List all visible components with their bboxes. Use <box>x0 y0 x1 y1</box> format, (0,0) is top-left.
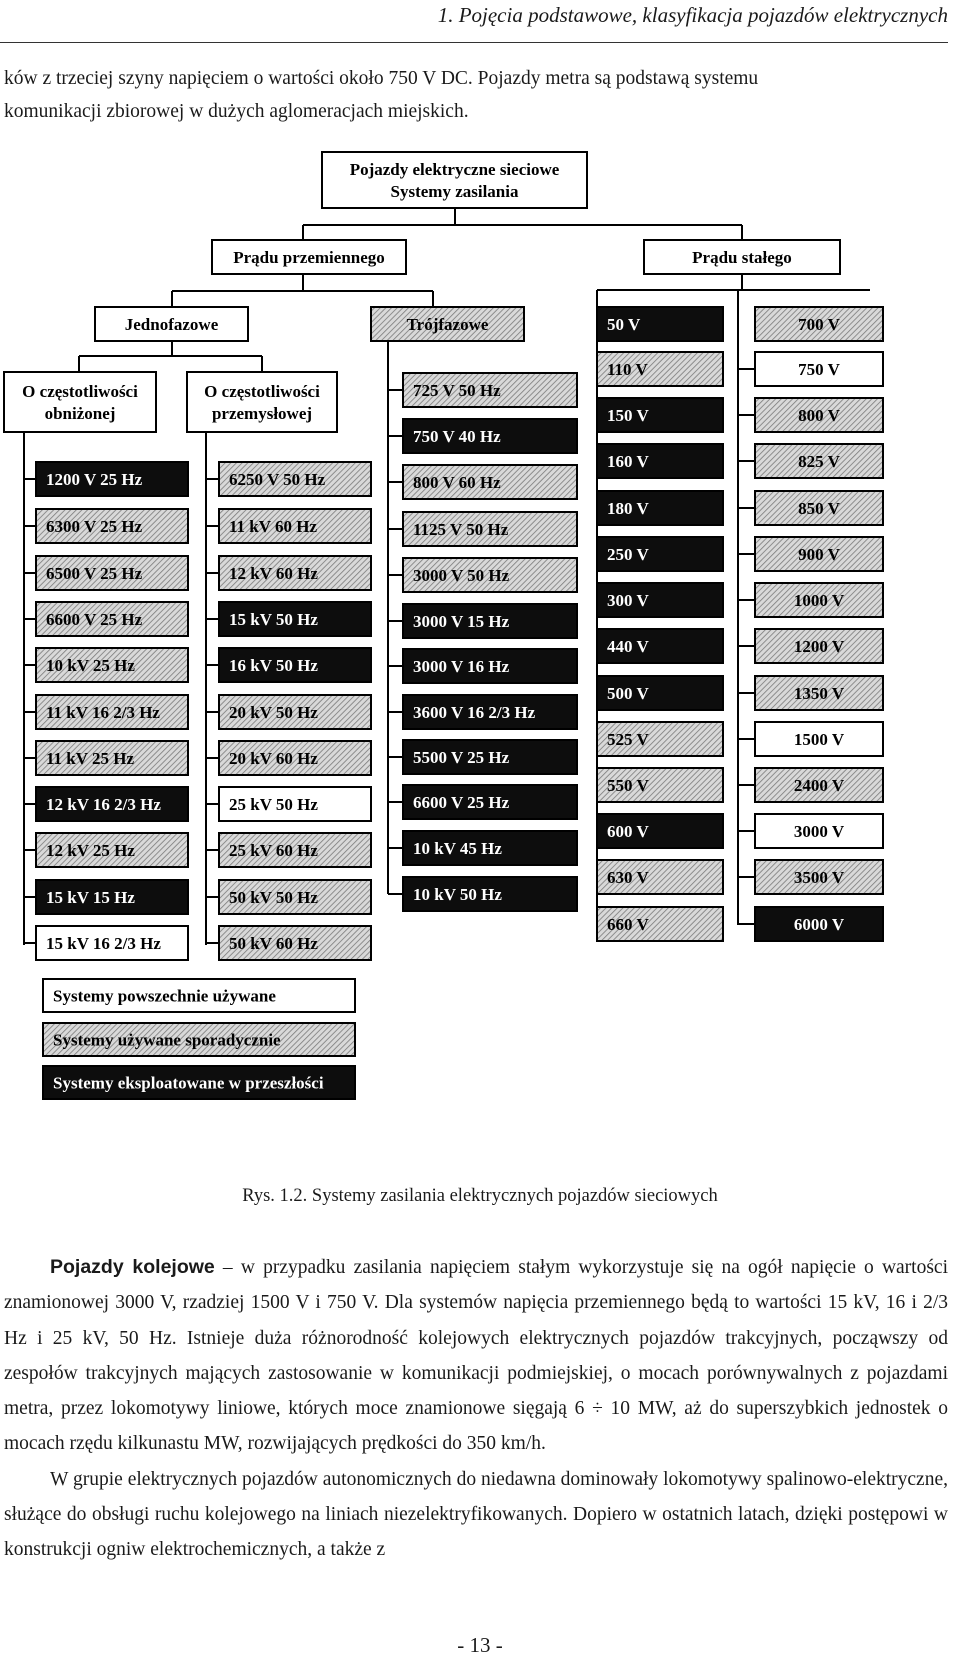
dc2-item <box>755 491 883 525</box>
low-freq-item-label: 11 kV 16 2/3 Hz <box>46 703 160 722</box>
dc2-item <box>755 860 883 894</box>
dc1-item <box>597 860 723 894</box>
ind-freq-item <box>219 926 371 960</box>
dc1-item <box>597 629 723 663</box>
dc1-item-label: 180 V <box>607 499 649 518</box>
dc1-item-label: 525 V <box>607 730 649 749</box>
three-phase-item <box>403 604 577 638</box>
diagram-boxes <box>4 152 883 1099</box>
dc1-item-label: 600 V <box>607 822 649 841</box>
dc1-item-label: 440 V <box>607 637 649 656</box>
three-phase-item-label: 10 kV 45 Hz <box>413 839 502 858</box>
ind-freq-item-label: 15 kV 50 Hz <box>229 610 318 629</box>
root-box <box>322 152 587 208</box>
low-freq-item <box>36 602 188 636</box>
three-phase-item-label: 3000 V 16 Hz <box>413 657 510 676</box>
three-phase-item-label: 5500 V 25 Hz <box>413 748 510 767</box>
intro-paragraph <box>4 62 948 128</box>
ind-freq-item <box>219 741 371 775</box>
low-freq-item-label: 6600 V 25 Hz <box>46 610 143 629</box>
low-freq-item <box>36 509 188 543</box>
low-freq-item-label: 12 kV 25 Hz <box>46 841 135 860</box>
dc1-item <box>597 352 723 386</box>
three-phase-item-label: 750 V 40 Hz <box>413 427 501 446</box>
dc1-item-label: 150 V <box>607 406 649 425</box>
dc2-item-label: 750 V <box>798 360 840 379</box>
low-freq-item <box>36 695 188 729</box>
ind-freq-item-label: 50 kV 60 Hz <box>229 934 318 953</box>
dc2-item <box>755 907 883 941</box>
dc2-head <box>755 307 883 341</box>
header-rule <box>0 42 948 43</box>
dc-box <box>644 240 840 274</box>
ind-freq-item-label: 20 kV 60 Hz <box>229 749 318 768</box>
legend-item-3-label: Systemy eksploatowane w przeszłości <box>53 1073 324 1093</box>
three-phase-item-label: 3000 V 15 Hz <box>413 612 510 631</box>
dc1-item-label: 660 V <box>607 915 649 934</box>
dc2-item-label: 1200 V <box>793 637 845 656</box>
low-freq-item <box>36 648 188 682</box>
page-number: - 13 - <box>457 1633 503 1657</box>
ind-freq-item <box>219 695 371 729</box>
intro-line-2: komunikacji zbiorowej w dużych aglomeracjach miejskich. <box>4 101 469 122</box>
low-freq-item-label: 1200 V 25 Hz <box>46 470 143 489</box>
dc2-item-label: 3000 V <box>793 822 845 841</box>
low-freq-item <box>36 556 188 590</box>
dc2-item-label: 1000 V <box>793 591 845 610</box>
low-freq-item-label: 11 kV 25 Hz <box>46 749 135 768</box>
intro-line-1: ków z trzeciej szyny napięciem o wartości około 750 V DC. Pojazdy metra są podstawą systemu <box>4 68 759 89</box>
low-freq-item-label: 6300 V 25 Hz <box>46 517 143 536</box>
ind-freq-item-label: 20 kV 50 Hz <box>229 703 318 722</box>
ind-freq-item-label: 16 kV 50 Hz <box>229 656 318 675</box>
root-box-label: Pojazdy elektryczne sieciowe <box>349 160 560 179</box>
root-box-label: Systemy zasilania <box>390 182 519 201</box>
ind-freq-item-label: 25 kV 60 Hz <box>229 841 318 860</box>
ind-freq-item-label: 6250 V 50 Hz <box>229 470 326 489</box>
three-phase-item <box>403 740 577 774</box>
low-freq-item-label: 6500 V 25 Hz <box>46 564 143 583</box>
ind-freq-item <box>219 787 371 821</box>
rail-vehicles-text: – w przypadku zasilania napięciem stałym wykorzystuje się na ogół napięcie o wartości znamionowej 3000 V, rzadziej 1500 V i 750 V. Dla systemów napięcia przemiennego będą to wartości 15 kV, 16 i 2/3 Hz i 25 kV, 50 Hz. Istnieje duża różnorodność kolejowych elektrycznych pojazdów trakcyjnych, począwszy od zespołów trakcyjnych mających zastosowanie w komunikacji podmiejskiej, o mocach porównywalnych z pojazdami metra, przez lokomotywy liniowe, których moce znamionowe sięgają 6 ÷ 10 MW, aż do superszybkich jednostek o mocach rzędu kilkunastu MW, rozwijających prędkości do 350 km/h. <box>4 1257 948 1455</box>
paragraph-autonomous-vehicles: W grupie elektrycznych pojazdów autonomicznych do niedawna dominowały lokomotywy spalinowo-elektryczne, służące do obsługi ruchu kolejowego na liniach niezelektryfikowanych. Dopiero w ostatnich latach, dzięki postępowi w konstrukcji ogniw elektrochemicznych, a także z <box>4 1468 948 1561</box>
dc2-item-label: 6000 V <box>793 915 845 934</box>
dc2-item <box>755 676 883 710</box>
dc2-item <box>755 722 883 756</box>
low-freq-box-label: O częstotliwości <box>22 382 138 401</box>
dc2-item-label: 900 V <box>798 545 840 564</box>
ind-freq-item-label: 50 kV 50 Hz <box>229 888 318 907</box>
power-systems-diagram <box>0 150 960 1160</box>
low-freq-item <box>36 741 188 775</box>
dc2-item <box>755 398 883 432</box>
legend-item-1-label: Systemy powszechnie używane <box>53 986 276 1006</box>
body-text <box>4 1250 948 1568</box>
ind-freq-item <box>219 602 371 636</box>
single-phase-box <box>95 307 248 341</box>
low-freq-box <box>4 372 156 432</box>
three-phase-item <box>403 419 577 453</box>
ind-freq-item <box>219 462 371 496</box>
low-freq-item-label: 12 kV 16 2/3 Hz <box>46 795 161 814</box>
three-phase-item-label: 3600 V 16 2/3 Hz <box>413 703 536 722</box>
dc1-item <box>597 676 723 710</box>
three-phase-item <box>403 831 577 865</box>
dc2-item <box>755 814 883 848</box>
low-freq-item <box>36 462 188 496</box>
dc2-item <box>755 352 883 386</box>
dc1-item-label: 550 V <box>607 776 649 795</box>
three-phase-item <box>403 465 577 499</box>
dc1-item <box>597 814 723 848</box>
three-phase-item-label: 10 kV 50 Hz <box>413 885 502 904</box>
three-phase-item-label: 1125 V 50 Hz <box>413 520 509 539</box>
three-phase-box <box>371 307 524 341</box>
dc1-item <box>597 491 723 525</box>
legend-item-2-label: Systemy używane sporadycznie <box>53 1030 281 1050</box>
three-phase-item <box>403 373 577 407</box>
low-freq-item-label: 10 kV 25 Hz <box>46 656 135 675</box>
low-freq-item <box>36 926 188 960</box>
three-phase-item-label: 6600 V 25 Hz <box>413 793 510 812</box>
dc1-item-label: 110 V <box>607 360 648 379</box>
low-freq-box-label: obniżonej <box>44 404 116 423</box>
three-phase-item <box>403 649 577 683</box>
dc2-item-label: 850 V <box>798 499 840 518</box>
ind-freq-box-label: O częstotliwości <box>204 382 320 401</box>
dc1-item <box>597 768 723 802</box>
three-phase-item-label: 3000 V 50 Hz <box>413 566 510 585</box>
three-phase-box-label: Trójfazowe <box>406 315 489 334</box>
dc2-item-label: 2400 V <box>793 776 845 795</box>
ind-freq-item <box>219 833 371 867</box>
low-freq-item-label: 15 kV 16 2/3 Hz <box>46 934 161 953</box>
low-freq-item <box>36 787 188 821</box>
ind-freq-item-label: 12 kV 60 Hz <box>229 564 318 583</box>
ind-freq-item-label: 11 kV 60 Hz <box>229 517 318 536</box>
paragraph-rail-vehicles <box>4 1250 948 1462</box>
dc2-item <box>755 444 883 478</box>
legend-item-1 <box>43 979 355 1012</box>
ind-freq-item <box>219 648 371 682</box>
ind-freq-item <box>219 880 371 914</box>
dc1-head <box>597 307 723 341</box>
ind-freq-item-label: 25 kV 50 Hz <box>229 795 318 814</box>
figure-caption: Rys. 1.2. Systemy zasilania elektrycznych pojazdów sieciowych <box>242 1186 718 1206</box>
legend-item-2 <box>43 1023 355 1056</box>
low-freq-item-label: 15 kV 15 Hz <box>46 888 135 907</box>
dc2-item-label: 800 V <box>798 406 840 425</box>
ind-freq-item <box>219 556 371 590</box>
three-phase-item <box>403 558 577 592</box>
three-phase-item-label: 800 V 60 Hz <box>413 473 501 492</box>
ind-freq-item <box>219 509 371 543</box>
dc1-item <box>597 398 723 432</box>
low-freq-item <box>36 833 188 867</box>
dc2-item <box>755 537 883 571</box>
dc1-item <box>597 583 723 617</box>
three-phase-item <box>403 512 577 546</box>
low-freq-item <box>36 880 188 914</box>
dc1-item <box>597 444 723 478</box>
dc1-item-label: 630 V <box>607 868 649 887</box>
dc2-item-label: 3500 V <box>793 868 845 887</box>
three-phase-item <box>403 695 577 729</box>
dc1-item-label: 160 V <box>607 452 649 471</box>
dc1-head-label: 50 V <box>607 315 641 334</box>
dc1-item <box>597 722 723 756</box>
ac-box <box>212 240 406 274</box>
dc2-item <box>755 583 883 617</box>
ind-freq-box-label: przemysłowej <box>211 404 313 423</box>
legend-item-3 <box>43 1066 355 1099</box>
dc1-item <box>597 537 723 571</box>
dc2-head-label: 700 V <box>798 315 840 334</box>
dc1-item-label: 300 V <box>607 591 649 610</box>
dc2-item <box>755 629 883 663</box>
rail-vehicles-keyword: Pojazdy kolejowe <box>50 1256 215 1278</box>
three-phase-item <box>403 877 577 911</box>
three-phase-item-label: 725 V 50 Hz <box>413 381 501 400</box>
three-phase-item <box>403 785 577 819</box>
dc2-item-label: 825 V <box>798 452 840 471</box>
dc1-item-label: 250 V <box>607 545 649 564</box>
dc2-item <box>755 768 883 802</box>
dc2-item-label: 1350 V <box>793 684 845 703</box>
single-phase-box-label: Jednofazowe <box>124 315 219 334</box>
dc-box-label: Prądu stałego <box>692 248 792 267</box>
dc1-item <box>597 907 723 941</box>
ac-box-label: Prądu przemiennego <box>233 248 385 267</box>
dc1-item-label: 500 V <box>607 684 649 703</box>
ind-freq-box <box>187 372 337 432</box>
dc2-item-label: 1500 V <box>793 730 845 749</box>
running-header: 1. Pojęcia podstawowe, klasyfikacja pojazdów elektrycznych <box>437 3 948 27</box>
